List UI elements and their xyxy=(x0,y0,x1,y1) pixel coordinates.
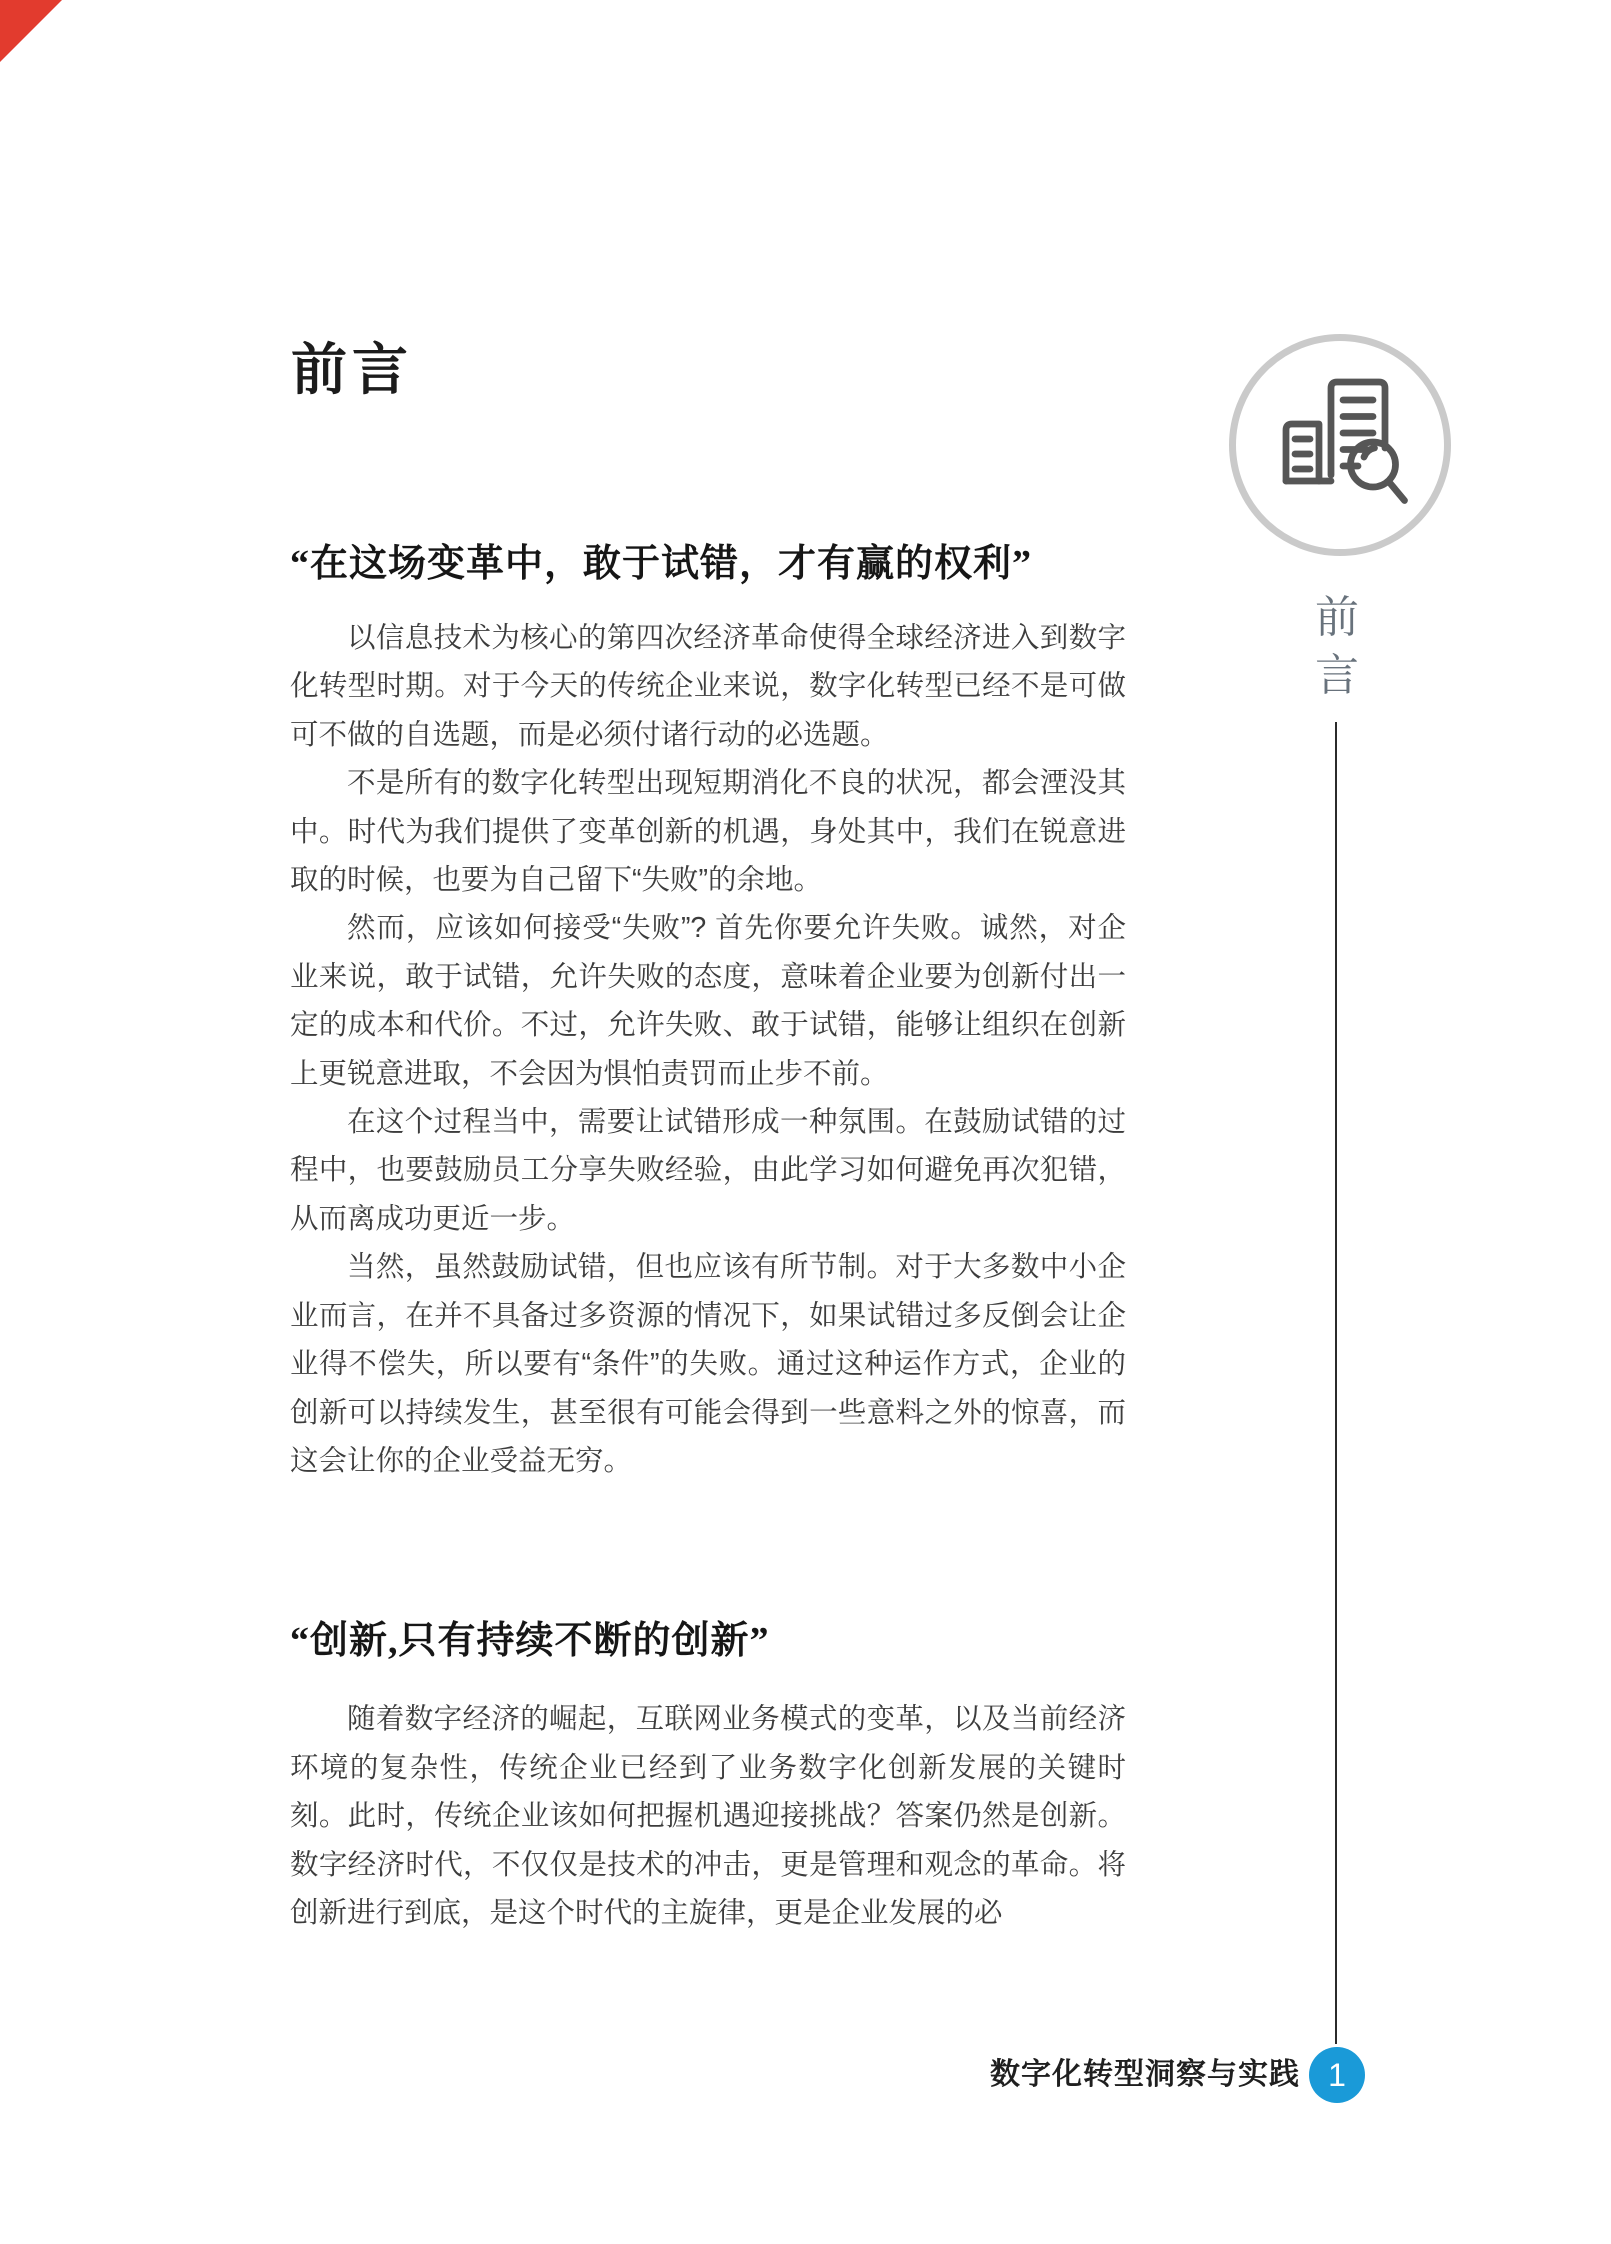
sidebar-label-char: 言 xyxy=(1315,651,1359,700)
paragraph: 随着数字经济的崛起，互联网业务模式的变革，以及当前经济环境的复杂性，传统企业已经到了业务数字化创新发展的关键时刻。此时，传统企业该如何把握机遇迎接挑战？答案仍然是创新。数字经济时代，不仅仅是技术的冲击，更是管理和观念的革命。将创新进行到底，是这个时代的主旋律，更是企业发展的必 xyxy=(290,1703,1126,1929)
page-title: 前言 xyxy=(291,340,413,402)
paragraph: 在这个过程当中，需要让试错形成一种氛围。在鼓励试错的过程中，也要鼓励员工分享失败经验，由此学习如何避免再次犯错，从而离成功更近一步。 xyxy=(290,1106,1126,1235)
chapter-badge xyxy=(1229,334,1451,556)
paragraph: 不是所有的数字化转型出现短期消化不良的状况，都会湮没其中。时代为我们提供了变革创新的机遇，身处其中，我们在锐意进取的时候，也要为自己留下“失败”的余地。 xyxy=(290,767,1126,897)
section-heading-2: “创新,只有持续不断的创新” xyxy=(290,1620,770,1663)
red-corner-triangle xyxy=(0,0,62,62)
main-text-column xyxy=(290,540,1126,1937)
page-number-badge xyxy=(1309,2047,1365,2103)
section-heading-1: “在这场变革中，敢于试错，才有赢的权利” xyxy=(290,543,1033,585)
vertical-rule xyxy=(1335,722,1337,2044)
sidebar-label-char: 前 xyxy=(1315,593,1359,642)
documents-magnifier-icon xyxy=(1265,370,1415,520)
page-number: 1 xyxy=(1328,2057,1346,2093)
paragraph: 然而，应该如何接受“失败”? 首先你要允许失败。诚然，对企业来说，敢于试错，允许失败的态度，意味着企业要为创新付出一定的成本和代价。不过，允许失败、敢于试错，能够让组织在创新上更锐意进取，不会因为惧怕责罚而止步不前。 xyxy=(290,912,1126,1090)
sidebar-chapter-label xyxy=(1307,594,1367,700)
paragraph: 以信息技术为核心的第四次经济革命使得全球经济进入到数字化转型时期。对于今天的传统企业来说，数字化转型已经不是可做可不做的自选题，而是必须付诸行动的必选题。 xyxy=(290,622,1126,751)
footer-book-title: 数字化转型洞察与实践 xyxy=(990,2058,1300,2091)
paragraph: 当然，虽然鼓励试错，但也应该有所节制。对于大多数中小企业而言，在并不具备过多资源的情况下，如果试错过多反倒会让企业得不偿失，所以要有“条件”的失败。通过这种运作方式，企业的创新可以持续发生，甚至很有可能会得到一些意料之外的惊喜，而这会让你的企业受益无穷。 xyxy=(290,1251,1126,1477)
